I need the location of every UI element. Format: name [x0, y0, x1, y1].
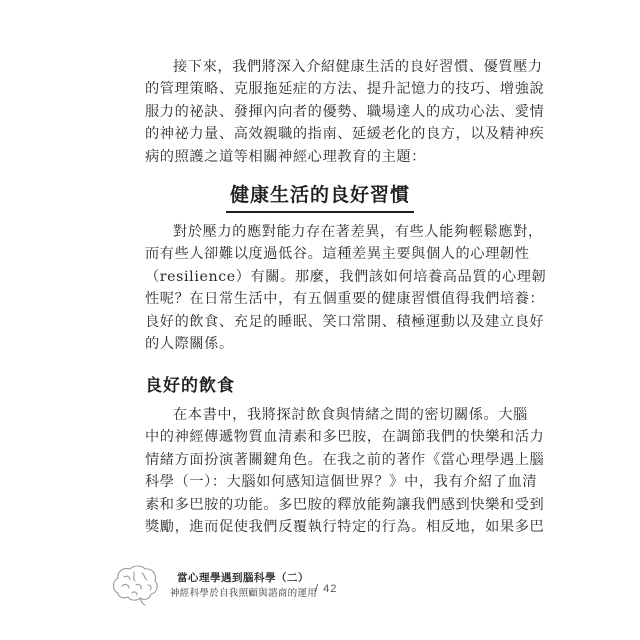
text-line: 服力的祕訣、發揮內向者的優勢、職場達人的成功心法、愛情 [145, 103, 545, 120]
text-line: （resilience）有關。那麼，我們該如何培養高品質的心理韌 [145, 268, 547, 285]
text-line: 的神祕力量、高效親職的指南、延緩老化的良方，以及精神疾 [145, 126, 545, 143]
resilience-paragraph [145, 221, 547, 355]
section-heading-text: 健康生活的良好習慣 [226, 184, 414, 213]
text-line: 素和多巴胺的功能。多巴胺的釋放能夠讓我們感到快樂和受到 [145, 496, 545, 513]
text-line: 在本書中，我將探討飲食與情緒之間的密切關係。大腦 [173, 407, 528, 423]
brain-icon [110, 563, 160, 607]
text-line: 性呢？在日常生活中，有五個重要的健康習慣值得我們培養： [145, 291, 545, 308]
text-line: 情緒方面扮演著關鍵角色。在我之前的著作《當心理學遇上腦 [145, 451, 545, 468]
diet-paragraph [145, 404, 545, 538]
text-line: 良好的飲食、充足的睡眠、笑口常開、積極運動以及建立良好 [145, 313, 545, 330]
text-line: 獎勵，進而促使我們反覆執行特定的行為。相反地，如果多巴 [145, 519, 545, 536]
text-line: 科學（一）：大腦如何感知這個世界？》中，我有介紹了血清 [145, 474, 538, 491]
text-line: 中的神經傳遞物質血清素和多巴胺，在調節我們的快樂和活力 [145, 429, 545, 446]
intro-paragraph [145, 56, 545, 168]
text-line: 而有些人卻難以度過低谷。這種差異主要與個人的心理韌性 [145, 246, 530, 263]
subheading: 良好的飲食 [145, 376, 235, 396]
text-line: 接下來，我們將深入介紹健康生活的良好習慣、優質壓力 [173, 59, 543, 75]
book-subtitle: 神經科學於自我照顧與諮商的運用 [170, 588, 318, 599]
text-line: 病的照護之道等相關神經心理教育的主題： [145, 148, 426, 165]
text-line: 對於壓力的應對能力存在著差異，有些人能夠輕鬆應對， [173, 224, 543, 240]
text-line: 的管理策略、克服拖延症的方法、提升記憶力的技巧、增強說 [145, 81, 545, 98]
page-footer [110, 563, 530, 613]
section-heading [0, 180, 640, 207]
text-line: 的人際關係。 [145, 336, 234, 353]
page-number: / 42 [315, 583, 338, 595]
book-title: 當心理學遇到腦科學（二） [177, 572, 309, 584]
